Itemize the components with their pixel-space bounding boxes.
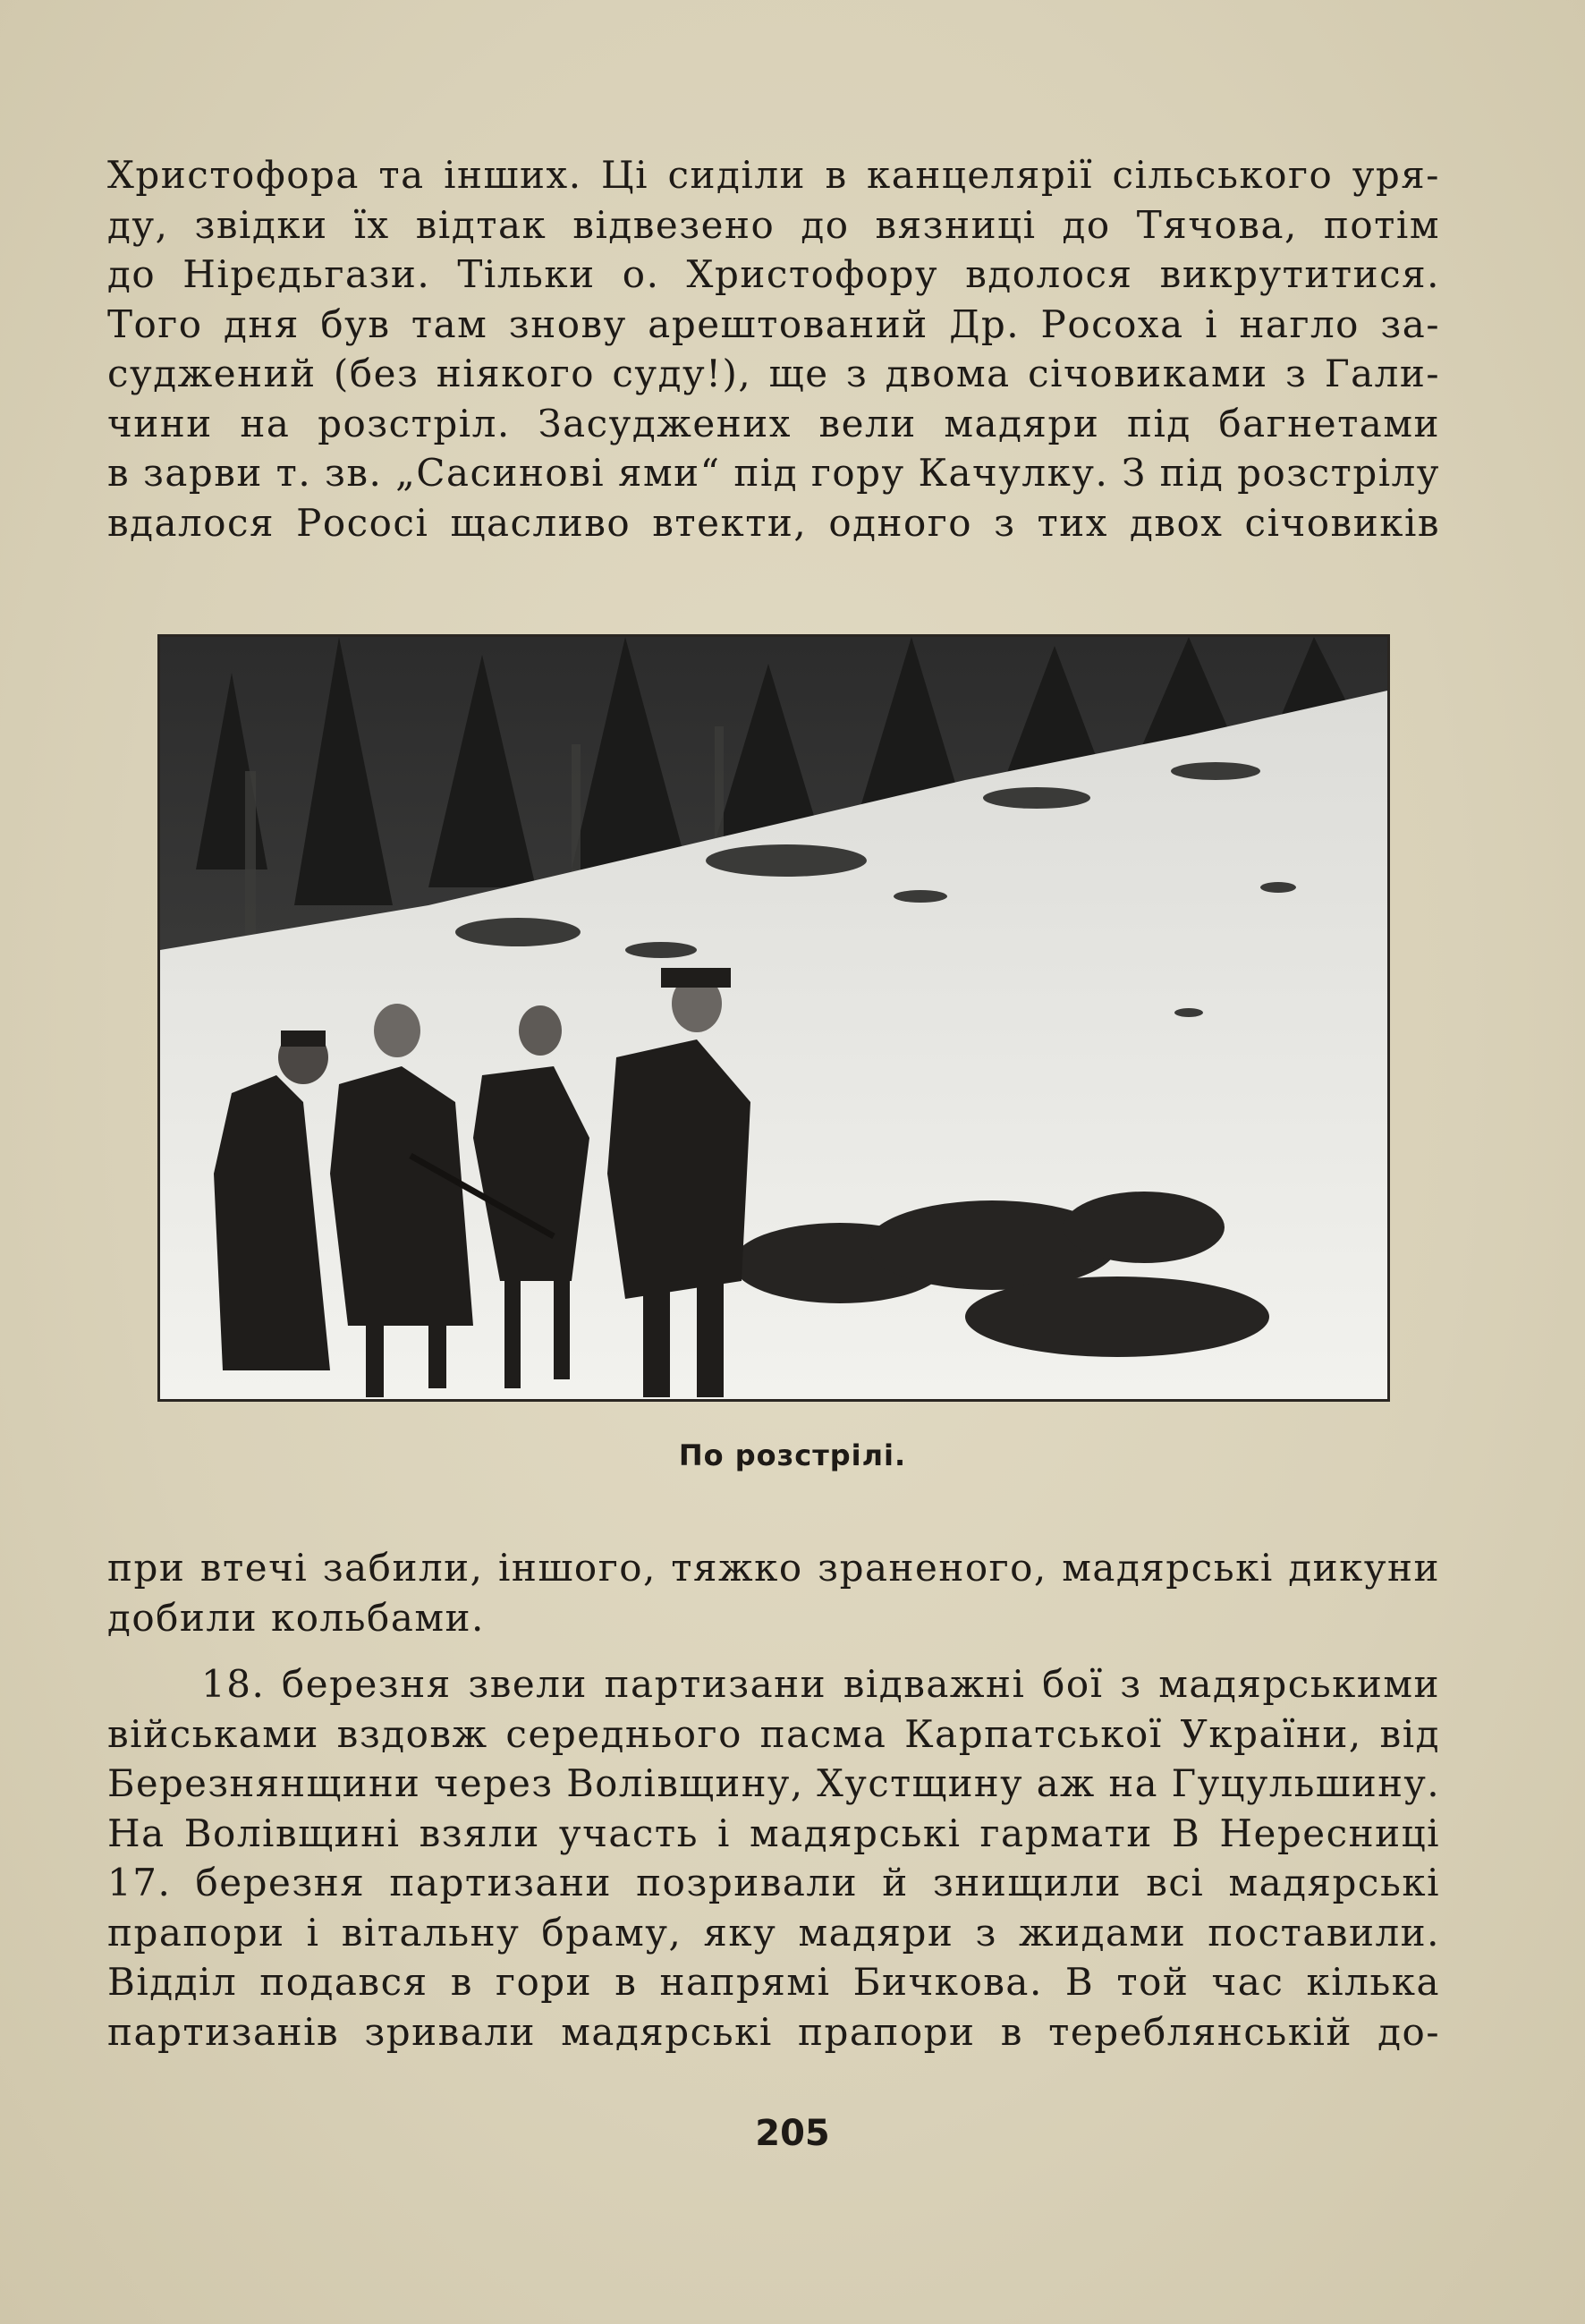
text-line: На Волівщині взяли участь і мадярські гармати В Нересниці <box>107 1811 1441 1855</box>
text-line: 18. березня звели партизани відважні бої з мадярськими <box>201 1662 1440 1706</box>
paragraph-bottom <box>107 1659 1440 2057</box>
text-line: в зарви т. зв. „Сасинові ями“ під гору Качулку. З під розстрілу <box>107 451 1440 495</box>
photograph <box>157 634 1390 1402</box>
paragraph-top <box>107 150 1440 547</box>
text-line: Березнянщини через Волівщину, Хустщину аж на Гуцульшину. <box>107 1761 1441 1805</box>
text-line: 17. березня партизани позривали й знищили всі мадярські <box>107 1861 1440 1904</box>
text-line: при втечі забили, іншого, тяжко зраненого, мадярські дикуни <box>107 1546 1441 1590</box>
text-line: до Нірєдьгази. Тільки о. Христофору вдолося викрутитися. <box>107 252 1440 296</box>
photograph-execution-scene-icon <box>160 637 1387 1399</box>
photo-caption: По розстрілі. <box>678 1438 907 1472</box>
paragraph-mid <box>107 1543 1440 1642</box>
text-line: Відділ подався в гори в напрямі Бичкова. В той час кілька <box>107 1960 1440 2004</box>
text-line: вдалося Рососі щасливо втекти, одного з тих двох січовиків <box>107 500 1441 545</box>
text-line: Христофора та інших. Ці сиділи в канцелярії сільського уря- <box>107 153 1440 197</box>
text-line: Того дня був там знову арештований Др. Росоха і нагло за- <box>107 301 1441 346</box>
text-line: військами вздовж середнього пасма Карпатської України, від <box>107 1711 1440 1756</box>
text-line: партизанів зривали мадярські прапори в тереблянській до- <box>107 2009 1441 2054</box>
text-line: суджений (без ніякого суду!), ще з двома січовиками з Гали- <box>107 352 1441 395</box>
text-line: прапори і вітальну браму, яку мадяри з жидами поставили. <box>107 1910 1441 1955</box>
page-number: 205 <box>755 2113 830 2154</box>
text-line: добили кольбами. <box>107 1595 485 1640</box>
text-line: ду, звідки їх відтак відвезено до вязниці до Тячова, потім <box>107 202 1441 247</box>
text-line: чини на розстріл. Засуджених вели мадяри під багнетами <box>107 401 1441 445</box>
